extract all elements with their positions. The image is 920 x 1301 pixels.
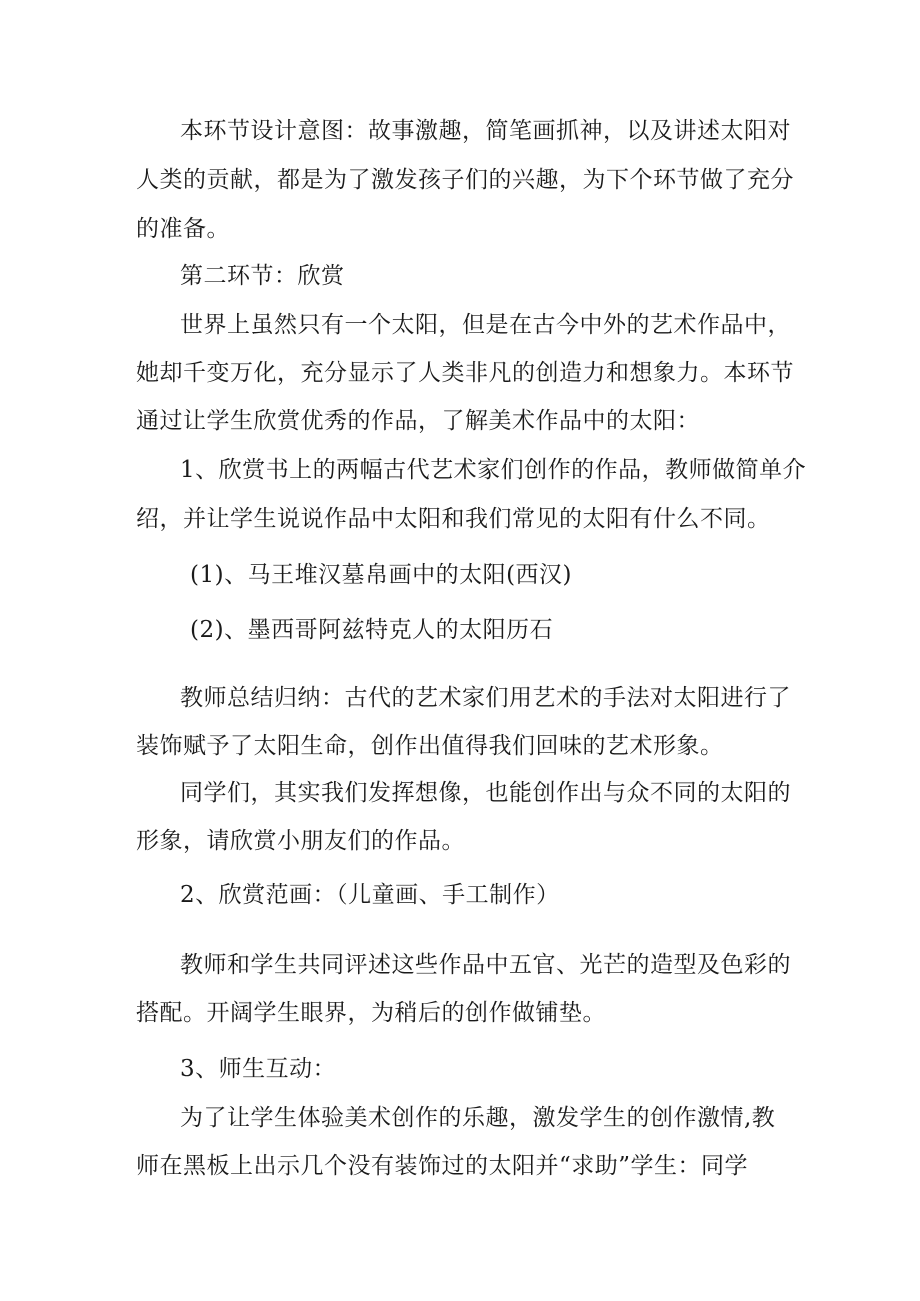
- paragraph-line: 为了让学生体验美术创作的乐趣，激发学生的创作激情,教: [180, 1105, 776, 1131]
- sub-list-item: (1)、马王堆汉墓帛画中的太阳(西汉): [190, 562, 573, 588]
- paragraph-line: 装饰赋予了太阳生命，创作出值得我们回味的艺术形象。: [136, 733, 724, 759]
- list-item: 2、欣赏范画：（儿童画、手工制作）: [180, 882, 560, 908]
- section-heading: 第二环节：欣赏: [180, 263, 345, 289]
- paragraph-line: 同学们，其实我们发挥想像，也能创作出与众不同的太阳的: [180, 780, 791, 806]
- paragraph-line: 人类的贡献，都是为了激发孩子们的兴趣，为下个环节做了充分: [136, 167, 794, 193]
- paragraph-line: 通过让学生欣赏优秀的作品，了解美术作品中的太阳：: [136, 408, 700, 434]
- paragraph-line: 绍，并让学生说说作品中太阳和我们常见的太阳有什么不同。: [136, 506, 771, 532]
- paragraph-line: 师在黑板上出示几个没有装饰过的太阳并“求助”学生：同学: [136, 1153, 749, 1179]
- list-item: 1、欣赏书上的两幅古代艺术家们创作的作品，教师做简单介: [180, 457, 807, 483]
- paragraph-line: 她却千变万化，充分显示了人类非凡的创造力和想象力。本环节: [136, 360, 794, 386]
- paragraph-line: 形象，请欣赏小朋友们的作品。: [136, 828, 465, 854]
- paragraph-line: 本环节设计意图：故事激趣，简笔画抓神，以及讲述太阳对: [180, 118, 791, 144]
- list-item: 3、师生互动：: [180, 1056, 337, 1082]
- paragraph-line: 的准备。: [136, 216, 230, 242]
- paragraph-line: 教师总结归纳：古代的艺术家们用艺术的手法对太阳进行了: [180, 685, 791, 711]
- paragraph-line: 搭配。开阔学生眼界，为稍后的创作做铺垫。: [136, 1000, 606, 1026]
- paragraph-line: 世界上虽然只有一个太阳，但是在古今中外的艺术作品中，: [180, 312, 791, 338]
- sub-list-item: (2)、墨西哥阿兹特克人的太阳历石: [190, 617, 554, 643]
- paragraph-line: 教师和学生共同评述这些作品中五官、光芒的造型及色彩的: [180, 952, 791, 978]
